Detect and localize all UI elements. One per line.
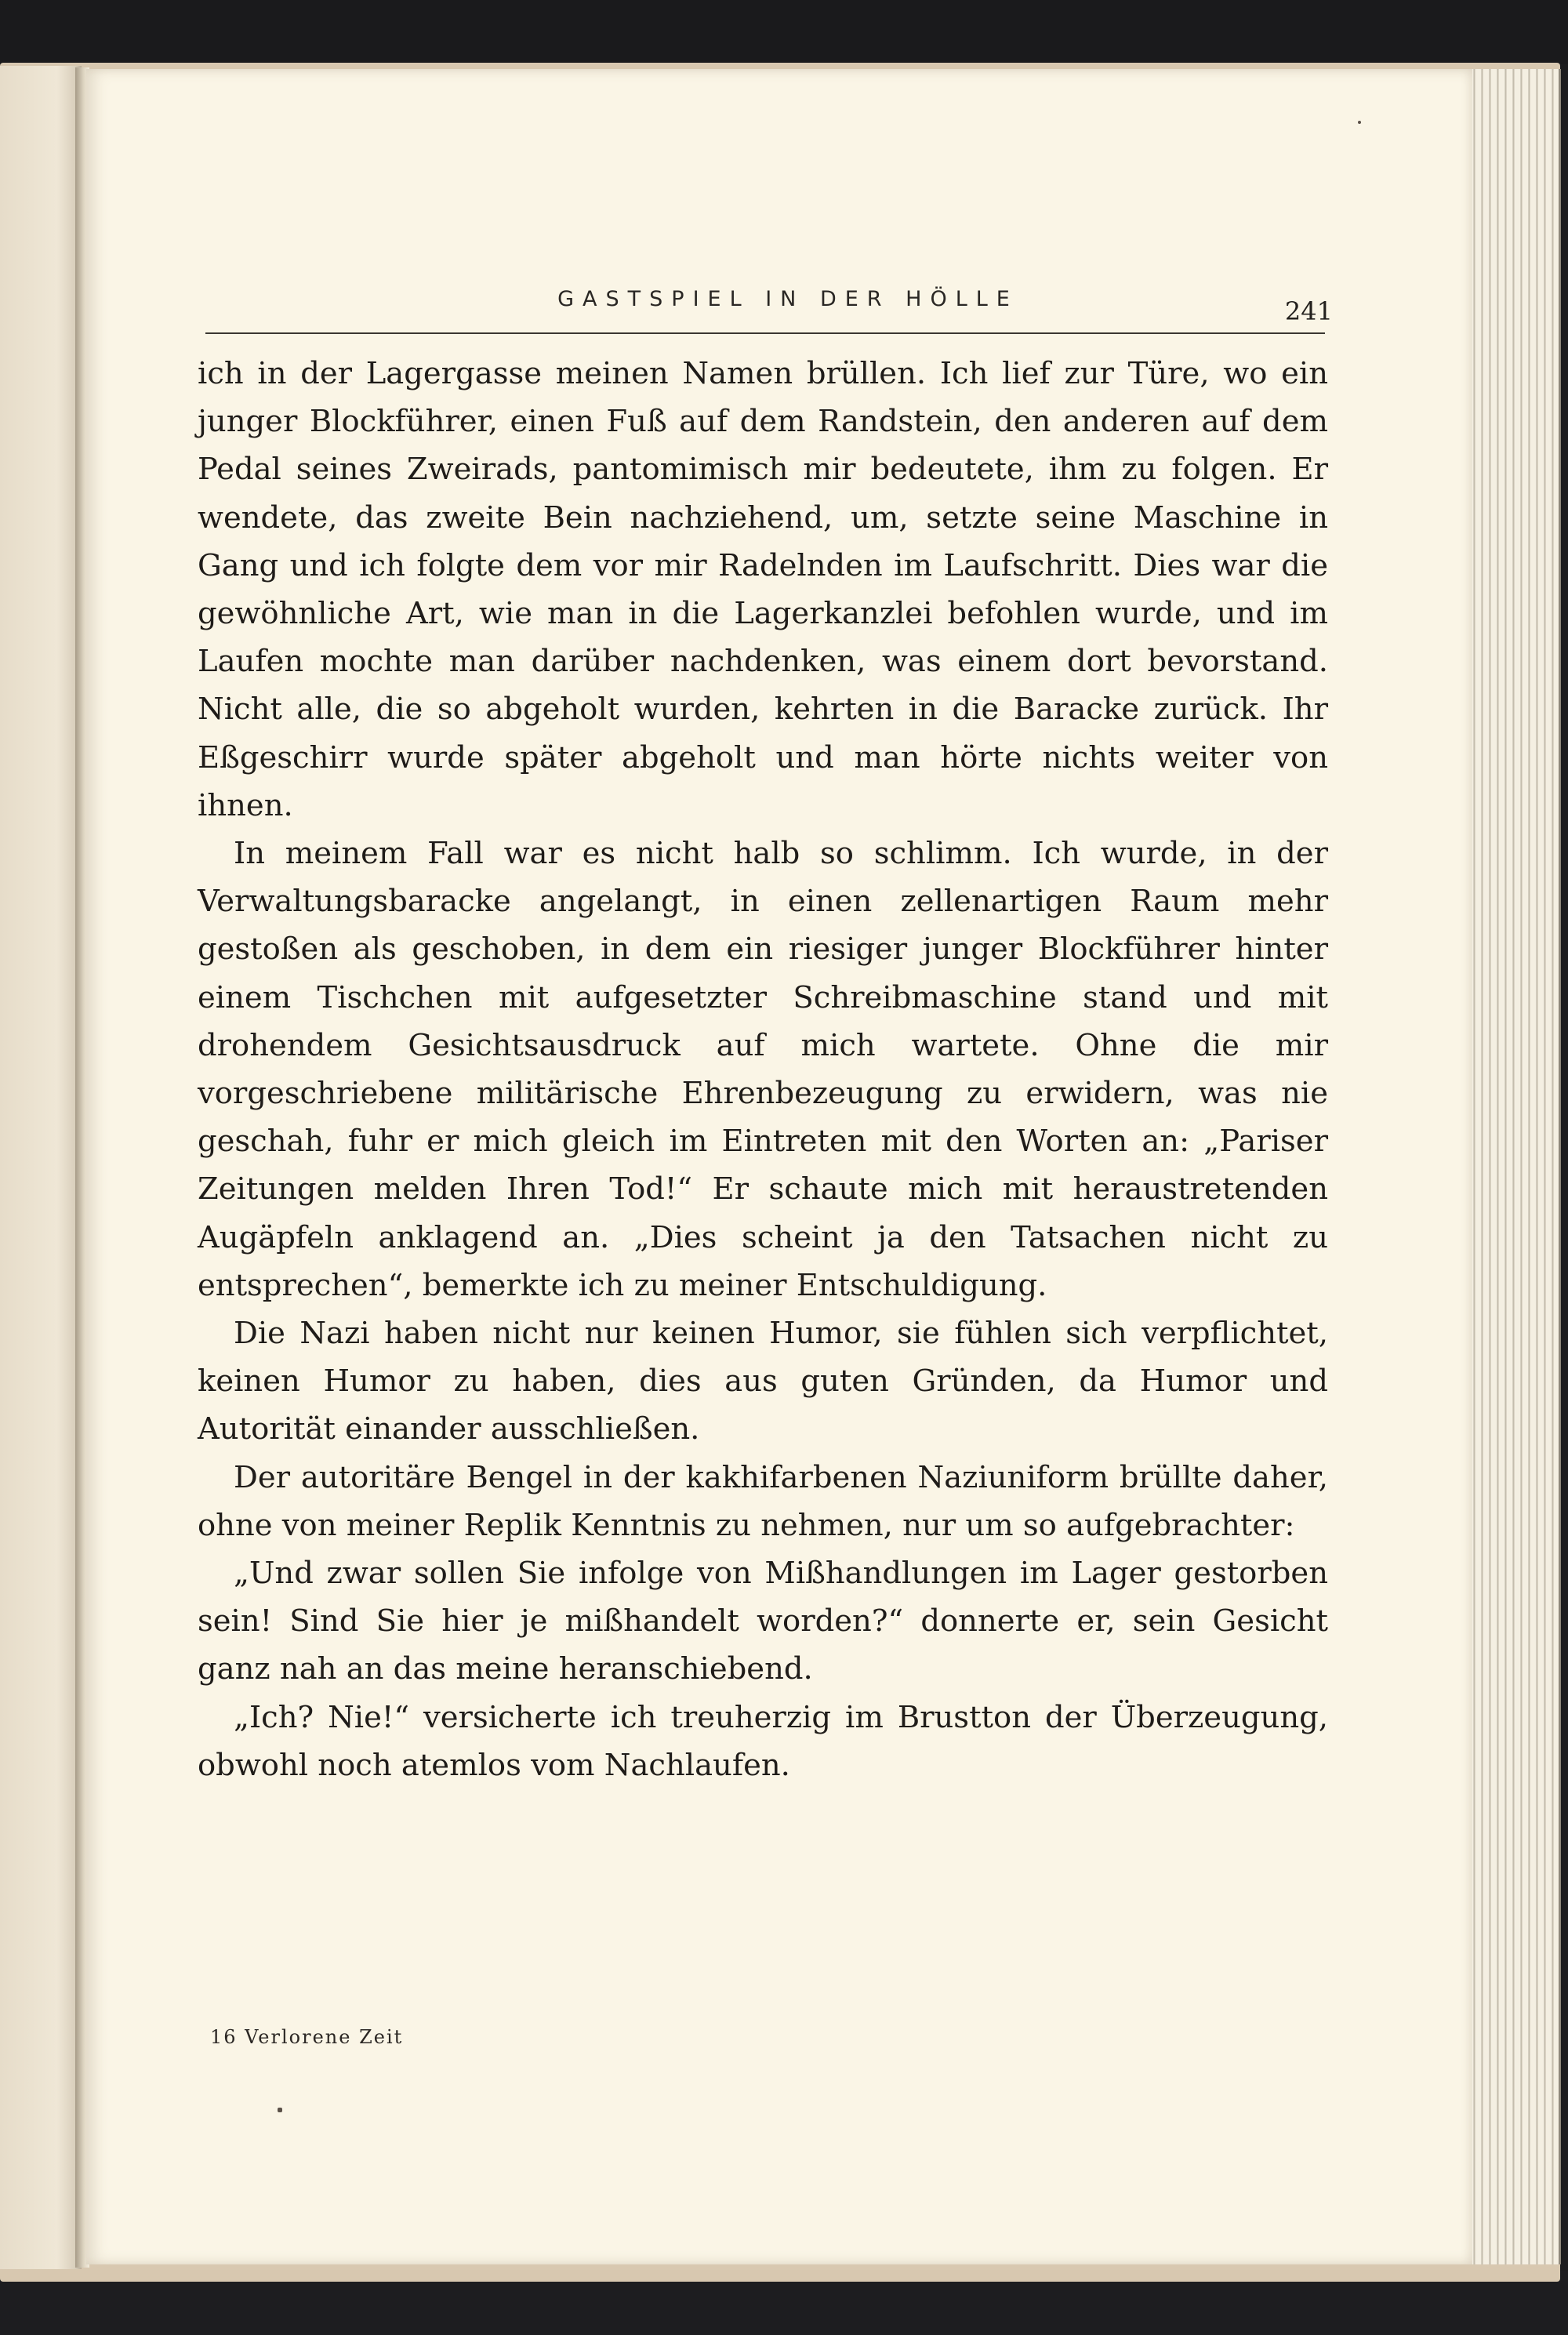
header-rule (205, 332, 1325, 334)
page-stack-edges (1468, 69, 1561, 2264)
scan-background-top (0, 0, 1568, 64)
book-page (86, 69, 1472, 2264)
running-head-title: GASTSPIEL IN DER HÖLLE (557, 287, 1018, 311)
left-page-edge (0, 66, 82, 2269)
paper-speck (278, 2108, 282, 2112)
paper-speck (1358, 121, 1361, 124)
paragraph-5: „Und zwar sollen Sie infolge von Mißhandlungen im Lager gestorben sein! Sind Sie hier je mißhandelt worden?“ donnerte er, sein Gesicht ganz nah an das meine heranschiebend. (198, 1556, 1328, 1687)
paragraph-4: Der autoritäre Bengel in der kakhifarbenen Naziuniform brüllte daher, ohne von meiner Replik Kenntnis zu nehmen, nur um so aufgebrachter: (198, 1459, 1328, 1543)
printer-signature: 16 Verlorene Zeit (210, 2026, 404, 2048)
paragraph-2: In meinem Fall war es nicht halb so schlimm. Ich wurde, in der Verwaltungsbaracke angelangt, in einen zellenartigen Raum mehr gestoßen als geschoben, in dem ein riesiger junger Blockführer hinter einem Tischchen mit aufgesetzter Schreibmaschine stand und mit drohendem Gesichtsausdruck auf mich wartete. Ohne die mir vorgeschriebene militärische Ehrenbezeugung zu erwidern, was nie geschah, fuhr er mich gleich im Eintreten mit den Worten an: „Pariser Zeitungen melden Ihren Tod!“ Er schaute mich mit heraustretenden Augäpfeln anklagend an. „Dies scheint ja den Tatsachen nicht zu entsprechen“, bemerkte ich zu meiner Entschuldigung. (198, 836, 1328, 1303)
paragraph-1: ich in der Lagergasse meinen Namen brüllen. Ich lief zur Türe, wo ein junger Blockführer, einen Fuß auf dem Randstein, den anderen auf dem Pedal seines Zweirads, pantomimisch mir bedeutete, ihm zu folgen. Er wendete, das zweite Bein nachziehend, um, setzte seine Maschine in Gang und ich folgte dem vor mir Radelnden im Laufschritt. Dies war die gewöhnliche Art, wie man in die Lagerkanzlei befohlen wurde, und im Laufen mochte man darüber nachdenken, was einem dort bevorstand. Nicht alle, die so abgeholt wurden, kehrten in die Baracke zurück. Ihr Eßgeschirr wurde später abgeholt und man hörte nichts weiter von ihnen. (198, 356, 1328, 823)
paragraph-3: Die Nazi haben nicht nur keinen Humor, sie fühlen sich verpflichtet, keinen Humor zu haben, dies aus guten Gründen, da Humor und Autorität einander ausschließen. (198, 1316, 1328, 1447)
paragraph-6: „Ich? Nie!“ versicherte ich treuherzig im Brustton der Überzeugung, obwohl noch atemlos vom Nachlaufen. (198, 1699, 1328, 1783)
body-text (198, 350, 1328, 1789)
page-number: 241 (1284, 296, 1333, 326)
